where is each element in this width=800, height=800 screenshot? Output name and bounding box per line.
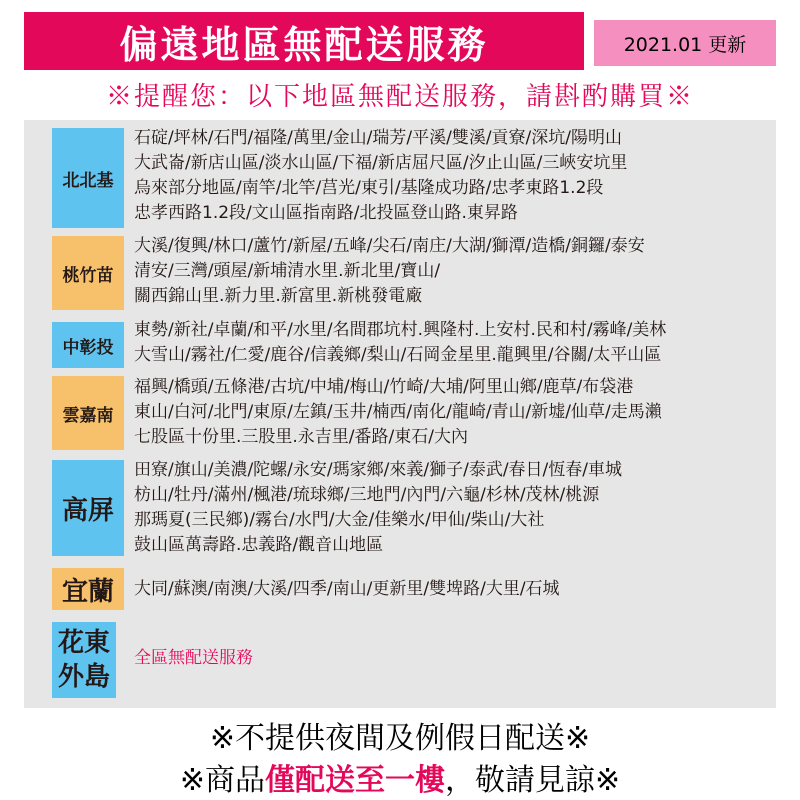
header <box>24 12 776 70</box>
region-areas-yilan <box>134 577 560 602</box>
area-line: 大雪山/霧社/仁愛/鹿谷/信義鄉/梨山/石岡金星里.龍興里/谷關/太平山區 <box>134 345 662 365</box>
region-areas-huadong-islands <box>134 646 253 671</box>
area-line: 全區無配送服務 <box>134 648 253 668</box>
region-areas-beibeiji <box>134 126 627 226</box>
region-label-line: 外島 <box>57 662 110 692</box>
region-label-huadong-islands <box>52 622 116 698</box>
area-line: 大武崙/新店山區/淡水山區/下福/新店屈尺區/汐止山區/三峽安坑里 <box>134 153 628 173</box>
update-date: 2021.01 更新 <box>623 33 747 56</box>
area-line: 枋山/牡丹/滿州/楓港/琉球鄉/三地門/內門/六龜/杉林/茂林/桃源 <box>134 485 600 505</box>
area-line: 東山/白河/北門/東原/左鎮/玉井/楠西/南化/龍崎/青山/新墟/仙草/走馬瀨 <box>134 402 662 422</box>
area-line: 福興/橋頭/五條港/古坑/中埔/梅山/竹崎/大埔/阿里山鄉/鹿草/布袋港 <box>134 377 634 397</box>
update-date-badge <box>594 20 776 66</box>
area-line: 忠孝西路1.2段/文山區指南路/北投區登山路.東昇路 <box>134 203 518 223</box>
area-line: 石碇/坪林/石門/福隆/萬里/金山/瑞芳/平溪/雙溪/貢寮/深坑/陽明山 <box>134 128 623 148</box>
notice-highlight: 僅配送至一樓 <box>265 763 445 798</box>
area-line: 田寮/旗山/美濃/陀螺/永安/瑪家鄉/來義/獅子/泰武/春日/恆春/車城 <box>134 460 623 480</box>
reminder-notice: ※提醒您：以下地區無配送服務，請斟酌購買※ <box>105 82 694 112</box>
title-banner <box>24 12 584 70</box>
region-label-gaoping: 高屏 <box>52 460 124 556</box>
area-line: 東勢/新社/卓蘭/和平/水里/名間郡坑村.興隆村.上安村.民和村/霧峰/美林 <box>134 320 667 340</box>
area-line: 七股區十份里.三股里.永吉里/番路/東石/大內 <box>134 427 468 447</box>
notice-prefix: ※商品 <box>179 763 265 798</box>
region-areas-taozhumiao <box>134 234 645 309</box>
region-areas-zhongzhangtou <box>134 318 666 368</box>
region-label-beibeiji: 北北基 <box>52 128 124 228</box>
area-line: 大同/蘇澳/南澳/大溪/四季/南山/更新里/雙埤路/大里/石城 <box>134 579 560 599</box>
region-label-yunjianan: 雲嘉南 <box>52 376 124 450</box>
first-floor-only-notice <box>0 755 800 799</box>
area-line: 關西錦山里.新力里.新富里.新桃發電廠 <box>134 286 423 306</box>
region-label-taozhumiao: 桃竹苗 <box>52 236 124 310</box>
area-line: 大溪/復興/林口/蘆竹/新屋/五峰/尖石/南庄/大湖/獅潭/造橋/銅鑼/泰安 <box>134 236 645 256</box>
notice-suffix: ，敬請見諒※ <box>445 763 621 798</box>
area-line: 清安/三灣/頭屋/新埔清水里.新北里/寶山/ <box>134 261 441 281</box>
page-title: 偏遠地區無配送服務 <box>119 22 489 67</box>
area-line: 鼓山區萬壽路.忠義路/觀音山地區 <box>134 535 384 555</box>
region-label-yilan: 宜蘭 <box>52 568 124 610</box>
area-line: 烏來部分地區/南竿/北竿/莒光/東引/基隆成功路/忠孝東路1.2段 <box>134 178 604 198</box>
region-label-zhongzhangtou: 中彰投 <box>52 322 124 368</box>
region-label-line: 花東 <box>57 628 110 658</box>
regions-panel <box>24 120 776 708</box>
no-night-holiday-notice: ※不提供夜間及例假日配送※ <box>209 721 591 756</box>
region-areas-gaoping <box>134 458 622 558</box>
region-areas-yunjianan <box>134 375 662 450</box>
area-line: 那瑪夏(三民鄉)/霧台/水門/大金/佳樂水/甲仙/柴山/大社 <box>134 510 545 530</box>
